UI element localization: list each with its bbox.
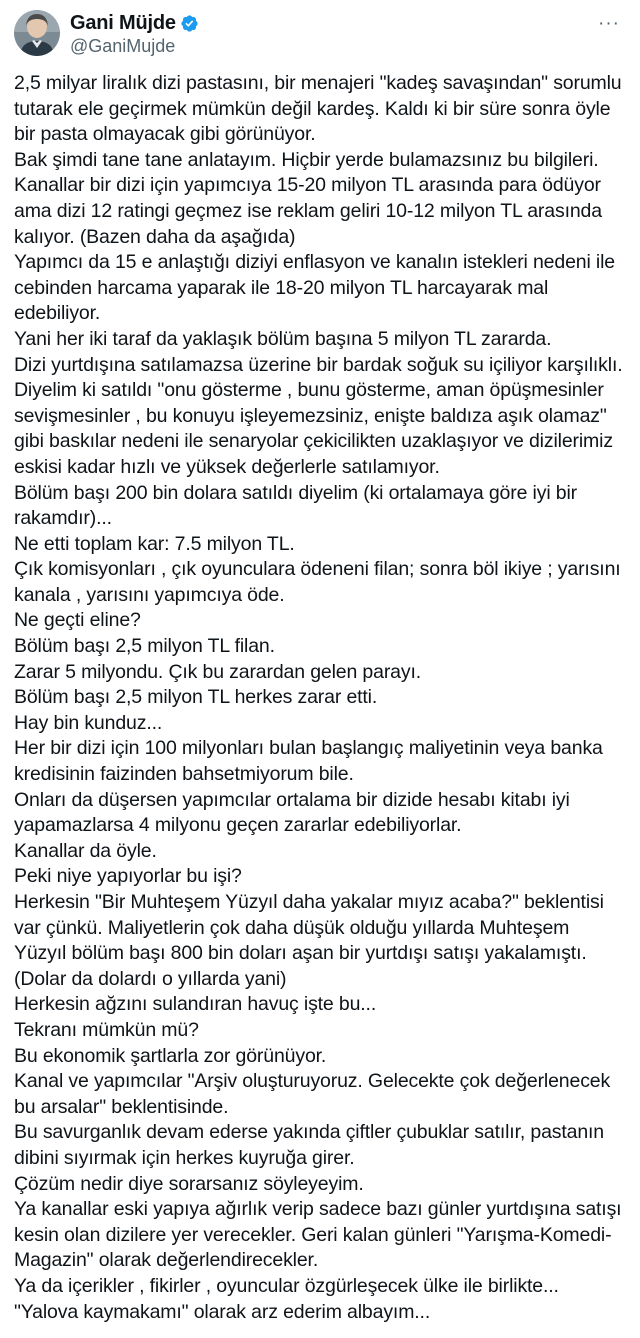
tweet-paragraph: Zarar 5 milyondu. Çık bu zarardan gelen parayı. <box>14 660 421 683</box>
tweet-paragraph: "Yalova kaymakamı" olarak arz ederim albayım... <box>14 1300 431 1323</box>
tweet-paragraph: Bak şimdi tane tane anlatayım. Hiçbir yerde bulamazsınız bu bilgileri. <box>14 148 599 171</box>
tweet-paragraph: Yapımcı da 15 e anlaştığı diziyi enflasyon ve kanalın istekleri nedeni ile cebinden harcama yaparak ile 18-20 milyon TL harcayarak mal edebiliyor. <box>14 251 615 325</box>
author-name-row <box>70 11 199 35</box>
tweet-paragraph: Herkesin ağzını sulandıran havuç işte bu... <box>14 993 377 1016</box>
tweet-paragraph: Her bir dizi için 100 milyonları bulan başlangıç maliyetinin veya banka kredisinin faizinden bahsetmiyorum bile. <box>14 737 603 786</box>
author-display-name[interactable]: Gani Müjde <box>70 12 176 34</box>
tweet-paragraph: Bölüm başı 200 bin dolara satıldı diyelim (ki ortalamaya göre iyi bir rakamdır)... <box>14 481 577 530</box>
tweet-paragraph: (Dolar da dolardı o yıllarda yani) <box>14 967 287 990</box>
tweet-paragraph: Ya da içerikler , fikirler , oyuncular özgürleşecek ülke ile birlikte... <box>14 1274 559 1297</box>
tweet-paragraph: Çözüm nedir diye sorarsanız söyleyeyim. <box>14 1172 364 1195</box>
author-name-block <box>70 10 199 58</box>
tweet-paragraph: Onları da düşersen yapımcılar ortalama bir dizide hesabı kitabı iyi yapamazlarsa 4 milyonu geçen zararlar edebiliyorlar. <box>14 788 570 837</box>
tweet-paragraph: Peki niye yapıyorlar bu işi? <box>14 865 242 888</box>
tweet-paragraph: Diyelim ki satıldı "onu gösterme , bunu gösterme, aman öpüşmesinler sevişmesinler , bu konuyu işleyemezsiniz, eniştе baldıza aşık olamaz" gibi baskılar nedeni ile senaryolar çekicilikten uzaklaşıyor ve dizilerimiz eskisi kadar hızlı ve yüksek değerlerle satılamıyor. <box>14 379 613 478</box>
tweet-paragraph: Yani her iki taraf da yaklaşık bölüm başına 5 milyon TL zararda. <box>14 327 552 350</box>
more-options-icon[interactable]: ··· <box>598 13 620 34</box>
tweet-paragraph: 2,5 milyar liralık dizi pastasını, bir menajeri "kadeş savaşından" sorumlu tutarak ele geçirmek mümkün değil kardeş. Kaldı ki bir süre sonra öyle bir pasta olmayacak gibi görünüyor. <box>14 72 622 146</box>
avatar[interactable] <box>14 10 60 56</box>
author-handle[interactable]: @GaniMujde <box>70 36 176 56</box>
tweet-text <box>14 71 626 1325</box>
tweet-paragraph: Ya kanallar eski yapıya ağırlık verip sadece bazı günler yurtdışına satışı kesin olan dizilere yer verecekler. Geri kalan günleri "Yarışma-Komedi-Magazin" olarak değerlendirecekler. <box>14 1198 622 1272</box>
tweet-paragraph: Ne etti toplam kar: 7.5 milyon TL. <box>14 532 295 555</box>
tweet-paragraph: Çık komisyonları , çık oyunculara ödeneni filan; sonra böl ikiye ; yarısını kanala , yarısını yapımcıya öde. <box>14 558 621 606</box>
tweet-paragraph: Dizi yurtdışına satılamazsa üzerine bir bardak soğuk su içiliyor karşılıklı. <box>14 353 623 376</box>
tweet-paragraph: Herkesin "Bir Muhteşem Yüzyıl daha yakalar mıyız acaba?" beklentisi var çünkü. Maliyetlerin çok daha düşük olduğu yıllarda Muhteşem Yüzyıl bölüm başı 800 bin doları aşan bir yurtdışı satışı yakalamıştı. <box>14 891 604 965</box>
tweet-paragraph: Hay bin kunduz... <box>14 711 163 734</box>
verified-badge-icon <box>180 14 199 33</box>
tweet-paragraph: Kanal ve yapımcılar "Arşiv oluşturuyoruz. Gelecekte çok değerlenecek bu arsalar" beklentisinde. <box>14 1070 611 1118</box>
tweet-paragraph: Kanallar da öyle. <box>14 839 157 862</box>
tweet-paragraph: Bu ekonomik şartlarla zor görünüyor. <box>14 1044 327 1067</box>
user-avatar-image <box>14 10 60 56</box>
tweet-paragraph: Kanallar bir dizi için yapımcıya 15-20 milyon TL arasında para ödüyor ama dizi 12 ratingi geçmez ise reklam geliri 10-12 milyon TL arasında kalıyor. (Bazen daha da aşağıda) <box>14 174 602 248</box>
tweet-paragraph: Bölüm başı 2,5 milyon TL herkes zarar etti. <box>14 686 378 709</box>
tweet-header <box>14 10 626 58</box>
tweet-paragraph: Bölüm başı 2,5 milyon TL filan. <box>14 635 275 658</box>
tweet-paragraph: Bu savurganlık devam ederse yakında çiftler çubuklar satılır, pastanın dibini sıyırmak için herkes kuyruğa girer. <box>14 1121 604 1169</box>
tweet-paragraph: Ne geçti eline? <box>14 609 141 632</box>
tweet-paragraph: Tekranı mümkün mü? <box>14 1018 199 1041</box>
